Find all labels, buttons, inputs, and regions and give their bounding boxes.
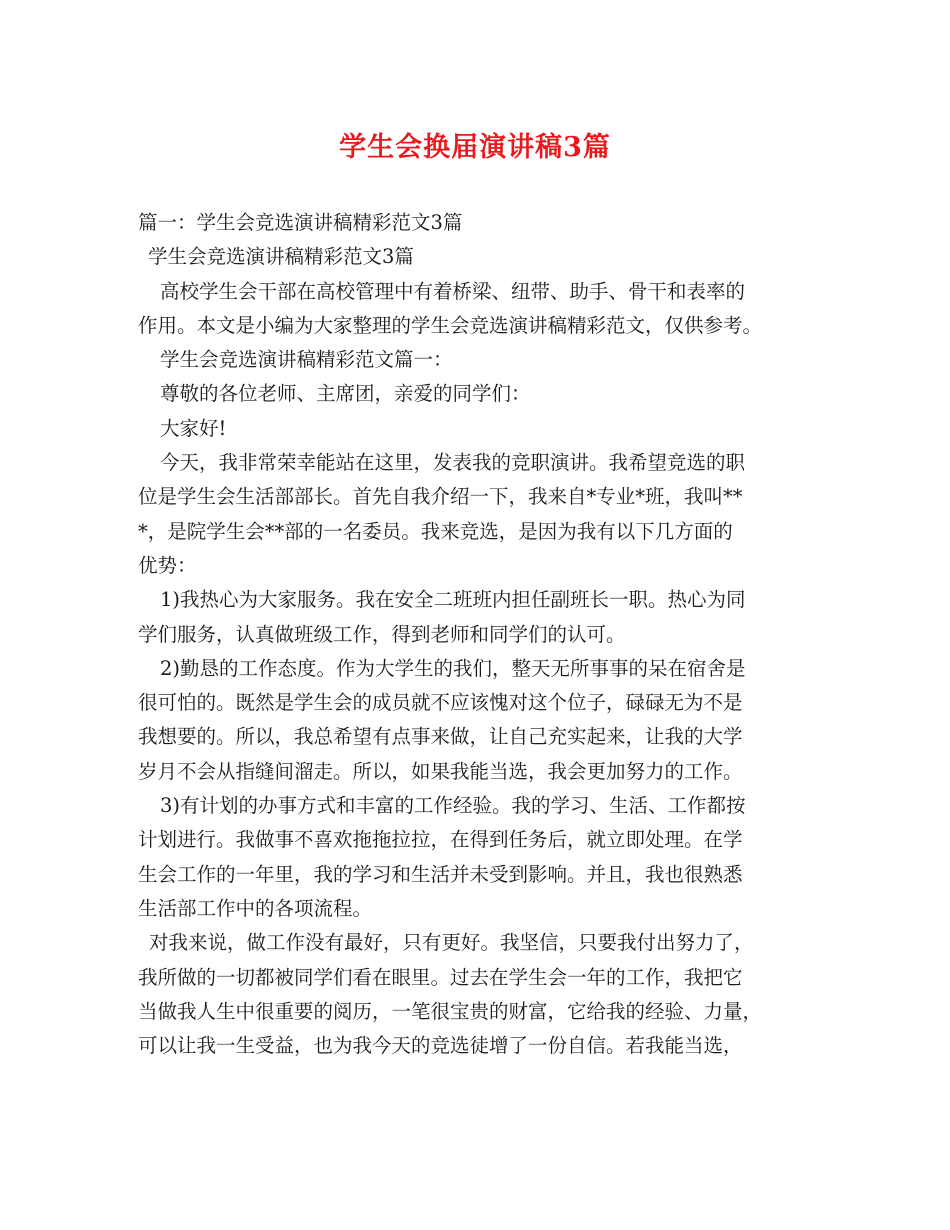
paragraph-line: 可以让我一生受益，也为我今天的竞选徒增了一份自信。若我能当选， (138, 1034, 743, 1058)
paragraph-line: 尊敬的各位老师、主席团，亲爱的同学们： (160, 382, 531, 406)
paragraph-line: 学们服务，认真做班级工作，得到老师和同学们的认可。 (138, 622, 626, 646)
paragraph-line: 生活部工作中的各项流程。 (138, 896, 373, 920)
paragraph-line: 高校学生会干部在高校管理中有着桥梁、纽带、助手、骨干和表率的 (160, 279, 746, 303)
paragraph-line: 今天，我非常荣幸能站在这里，发表我的竞职演讲。我希望竞选的职 (160, 451, 746, 475)
paragraph-line: 大家好! (160, 416, 227, 440)
paragraph-line: 岁月不会从指缝间溜走。所以，如果我能当选，我会更加努力的工作。 (138, 759, 743, 783)
paragraph-line: 优势： (138, 553, 197, 577)
paragraph-line: 很可怕的。既然是学生会的成员就不应该愧对这个位子，碌碌无为不是 (138, 691, 743, 715)
paragraph-line: 计划进行。我做事不喜欢拖拖拉拉，在得到任务后，就立即处理。在学 (138, 828, 743, 852)
paragraph-line: 1)我热心为大家服务。我在安全二班班内担任副班长一职。热心为同 (160, 588, 746, 612)
paragraph-line: 生会工作的一年里，我的学习和生活并未受到影响。并且，我也很熟悉 (138, 862, 743, 886)
document-title: 学生会换届演讲稿3篇 (339, 132, 611, 163)
paragraph-line: 我所做的一切都被同学们看在眼里。过去在学生会一年的工作，我把它 (138, 965, 743, 989)
paragraph-line: 2)勤恳的工作态度。作为大学生的我们，整天无所事事的呆在宿舍是 (160, 656, 746, 680)
paragraph-line: 作用。本文是小编为大家整理的学生会竞选演讲稿精彩范文，仅供参考。 (138, 313, 763, 337)
paragraph-line: 位是学生会生活部部长。首先自我介绍一下，我来自*专业*班，我叫** (138, 485, 743, 509)
document-body (138, 206, 818, 1063)
paragraph-line: 我想要的。所以，我总希望有点事来做，让自己充实起来，让我的大学 (138, 725, 743, 749)
paragraph-line: 当做我人生中很重要的阅历，一笔很宝贵的财富，它给我的经验、力量， (138, 999, 763, 1023)
article-subtitle: 学生会竞选演讲稿精彩范文3篇 (148, 245, 414, 269)
paragraph-line: *，是院学生会**部的一名委员。我来竞选，是因为我有以下几方面的 (138, 519, 733, 543)
paragraph-line: 对我来说，做工作没有最好，只有更好。我坚信，只要我付出努力了， (149, 931, 754, 955)
paragraph-line: 3)有计划的办事方式和丰富的工作经验。我的学习、生活、工作都按 (160, 794, 746, 818)
paragraph-line: 学生会竞选演讲稿精彩范文篇一： (160, 348, 453, 372)
section-heading: 篇一：学生会竞选演讲稿精彩范文3篇 (138, 211, 463, 234)
